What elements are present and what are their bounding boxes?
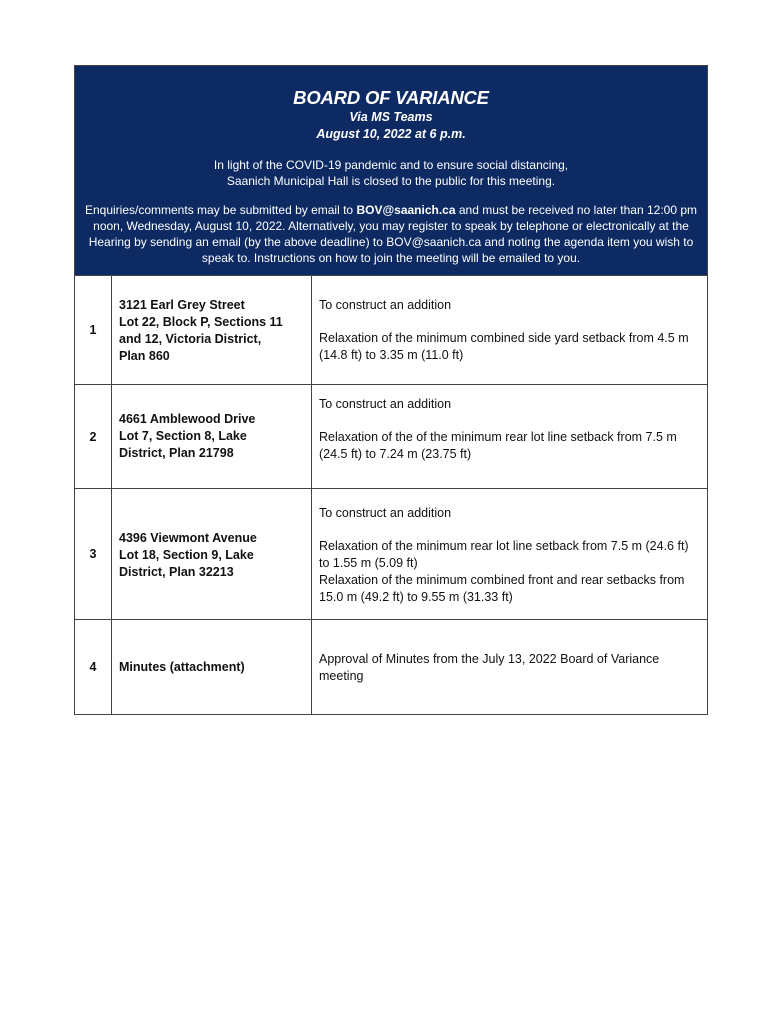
item-address	[112, 385, 312, 488]
address-line: 4396 Viewmont Avenue	[119, 531, 257, 545]
address-line: Lot 18, Section 9, Lake	[119, 548, 254, 562]
item-number: 1	[75, 276, 112, 384]
address-line: Minutes (attachment)	[119, 659, 245, 674]
covid-notice	[75, 157, 707, 189]
item-number: 3	[75, 489, 112, 619]
page-title: BOARD OF VARIANCE	[293, 87, 489, 108]
enquiries-text-start: Enquiries/comments may be submitted by email to	[84, 203, 357, 217]
address-line: District, Plan 32213	[119, 565, 234, 579]
enquiries-notice	[75, 202, 707, 266]
item-address	[112, 489, 312, 619]
covid-notice-line-2: Saanich Municipal Hall is closed to the public for this meeting.	[226, 174, 556, 188]
address-line: District, Plan 21798	[119, 446, 234, 460]
address-line: Plan 860	[119, 349, 170, 363]
enquiries-text-end: and must be received no later than 12:00 pm noon, Wednesday, August 10, 2022. Alternatively, you may register to speak by telephone or electronically at the Hearing by sending an email (by the above deadline) to BOV@saanich.ca and noting the agenda item you wish to speak to. Instructions on how to join the meeting will be emailed to you.	[88, 203, 697, 265]
item-relaxation: Relaxation of the of the minimum rear lot line setback from 7.5 m (24.5 ft) to 7.24 m (23.75 ft)	[319, 430, 677, 461]
agenda-row-2	[75, 385, 707, 489]
item-description	[312, 489, 707, 619]
agenda-row-1	[75, 276, 707, 385]
item-purpose: To construct an addition	[319, 298, 452, 312]
agenda-row-4	[75, 620, 707, 714]
item-address	[112, 276, 312, 384]
email-link[interactable]: BOV@saanich.ca	[356, 203, 456, 217]
address-line: Lot 7, Section 8, Lake	[119, 429, 247, 443]
item-purpose: To construct an addition	[319, 506, 452, 520]
item-description	[312, 385, 707, 488]
address-line: 4661 Amblewood Drive	[119, 412, 256, 426]
item-relaxation: Relaxation of the minimum combined front and rear setbacks from 15.0 m (49.2 ft) to 9.55 m (31.33 ft)	[319, 573, 685, 604]
item-description	[312, 276, 707, 384]
meeting-date: August 10, 2022 at 6 p.m.	[316, 127, 466, 141]
item-address	[112, 620, 312, 714]
agenda-header	[75, 66, 707, 276]
item-relaxation: Relaxation of the minimum rear lot line setback from 7.5 m (24.6 ft) to 1.55 m (5.09 ft)	[319, 539, 689, 570]
address-line: and 12, Victoria District,	[119, 332, 262, 346]
item-description	[312, 620, 707, 714]
agenda-row-3	[75, 489, 707, 620]
item-number: 4	[75, 620, 112, 714]
item-purpose: To construct an addition	[319, 397, 452, 411]
agenda-document	[74, 65, 708, 715]
item-relaxation: Relaxation of the minimum combined side yard setback from 4.5 m (14.8 ft) to 3.35 m (11.0 ft)	[319, 331, 689, 362]
meeting-venue: Via MS Teams	[349, 110, 433, 124]
address-line: 3121 Earl Grey Street	[119, 298, 245, 312]
covid-notice-line-1: In light of the COVID-19 pandemic and to ensure social distancing,	[213, 158, 569, 172]
item-number: 2	[75, 385, 112, 488]
address-line: Lot 22, Block P, Sections 11	[119, 315, 283, 329]
item-relaxation: Approval of Minutes from the July 13, 2022 Board of Variance meeting	[319, 652, 660, 683]
